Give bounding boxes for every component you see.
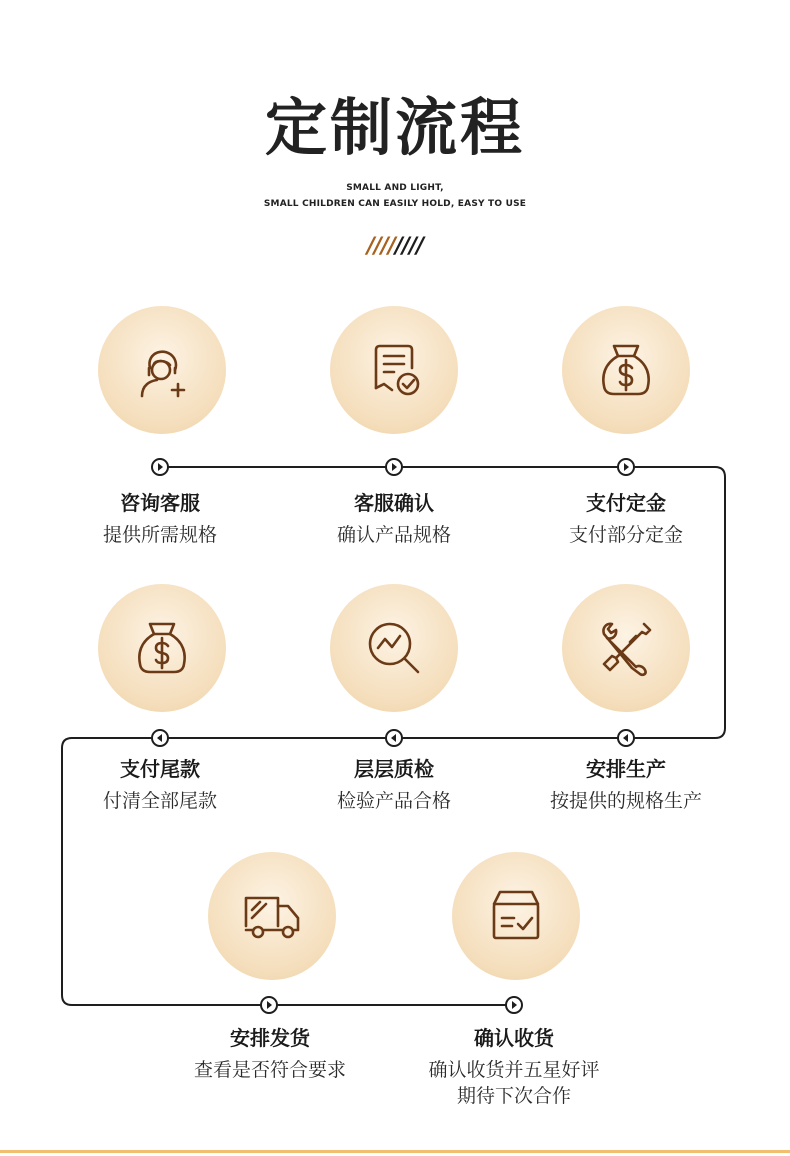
package-box-icon [486, 886, 546, 946]
step-4-icon-circle [562, 584, 690, 712]
step-title: 安排发货 [230, 1026, 310, 1050]
step-title: 支付尾款 [120, 757, 200, 781]
step-3-icon-circle [562, 306, 690, 434]
bottom-accent-line [0, 1150, 790, 1153]
magnifier-chart-icon [364, 618, 424, 678]
step-title: 咨询客服 [120, 491, 200, 515]
step-desc: 提供所需规格 [102, 524, 217, 546]
page-title: 定制流程 [264, 91, 525, 164]
step-title: 层层质检 [354, 757, 434, 781]
step-2-label [294, 490, 494, 548]
step-2-node-icon [385, 458, 403, 476]
step-desc: 查看是否符合要求 [193, 1059, 346, 1081]
wrench-screwdriver-icon [596, 618, 656, 678]
subtitle-line-1: SMALL AND LIGHT, [346, 183, 444, 193]
step-desc: 确认产品规格 [336, 524, 451, 546]
step-title: 支付定金 [586, 491, 666, 515]
step-4-label [526, 756, 726, 814]
step-title: 安排生产 [586, 757, 666, 781]
step-5-label [294, 756, 494, 814]
step-7-node-icon [260, 996, 278, 1014]
money-bag-icon [596, 340, 656, 400]
step-1-node-icon [151, 458, 169, 476]
step-4-node-icon [617, 729, 635, 747]
step-6-label [60, 756, 260, 814]
step-desc: 付清全部尾款 [102, 790, 217, 812]
step-desc: 检验产品合格 [336, 790, 451, 812]
money-bag-icon [132, 618, 192, 678]
step-desc: 确认收货并五星好评 期待下次合作 [428, 1059, 600, 1107]
step-1-label [60, 490, 260, 548]
step-1-icon-circle [98, 306, 226, 434]
step-6-node-icon [151, 729, 169, 747]
step-5-icon-circle [330, 584, 458, 712]
step-desc: 按提供的规格生产 [549, 790, 702, 812]
step-7-icon-circle [208, 852, 336, 980]
step-title: 确认收货 [474, 1026, 554, 1050]
step-5-node-icon [385, 729, 403, 747]
step-8-icon-circle [452, 852, 580, 980]
step-title: 客服确认 [354, 491, 434, 515]
step-7-label [170, 1025, 370, 1083]
step-desc: 支付部分定金 [568, 524, 683, 546]
step-3-label [526, 490, 726, 548]
delivery-truck-icon [242, 886, 302, 946]
document-check-icon [364, 340, 424, 400]
step-3-node-icon [617, 458, 635, 476]
step-8-label [414, 1025, 614, 1109]
customer-service-icon [132, 340, 192, 400]
step-8-node-icon [505, 996, 523, 1014]
step-2-icon-circle [330, 306, 458, 434]
decorative-slashes: //////// [366, 234, 424, 259]
subtitle-line-2: SMALL CHILDREN CAN EASILY HOLD, EASY TO USE [263, 199, 527, 209]
step-6-icon-circle [98, 584, 226, 712]
